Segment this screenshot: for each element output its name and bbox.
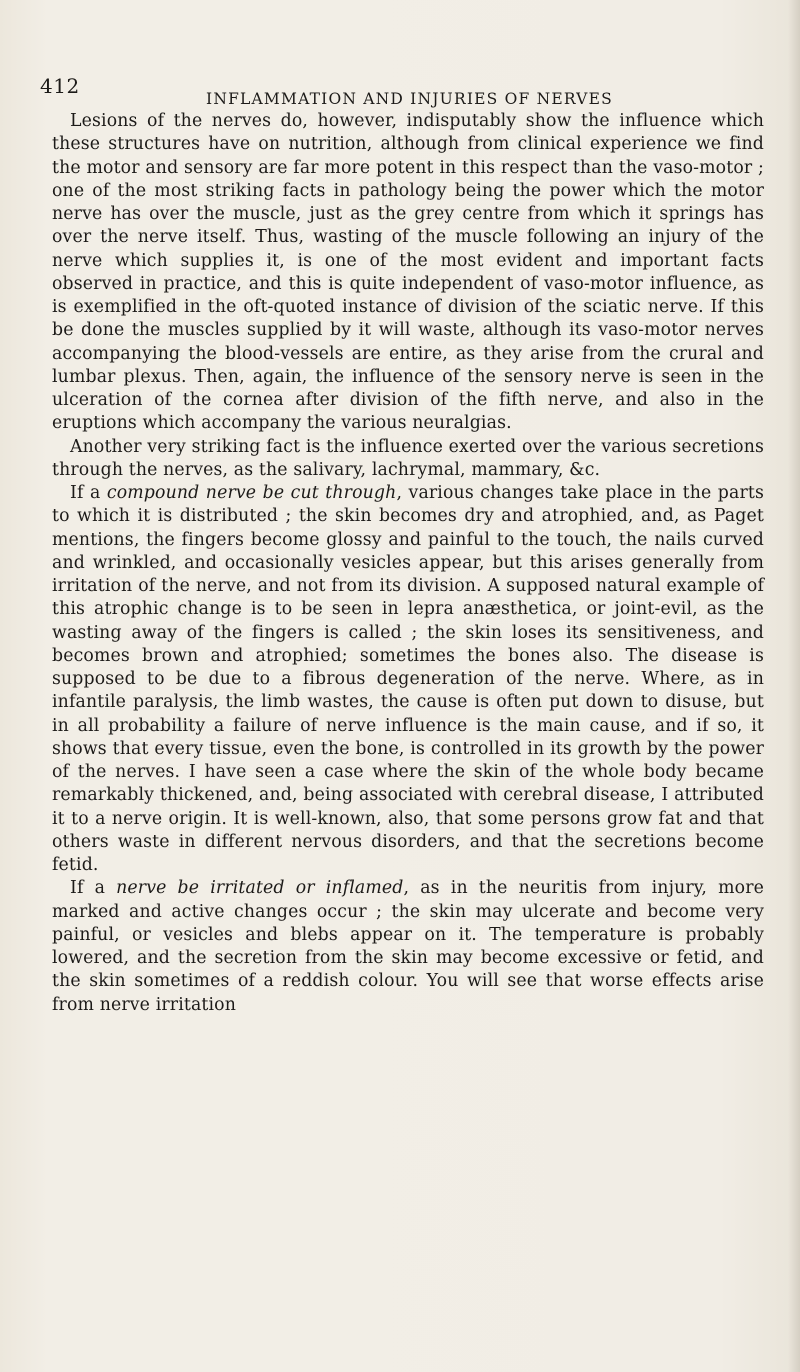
body-text [52, 110, 764, 1017]
page-number: 412 [40, 74, 80, 98]
italic-phrase: nerve be irritated or inflamed [116, 878, 404, 899]
paragraph-irritated-nerve [52, 877, 764, 1017]
paragraph-compound-nerve [52, 482, 764, 877]
page-header [40, 74, 780, 108]
paragraph-secretions [52, 436, 764, 483]
paragraph-text: Lesions of the nerves do, however, indisputably show the influence which these structures have on nutrition, although from clinical experience we find the motor and sensory are far more potent in this respect than the vaso-motor ; one of the most striking facts in pathology being the power which the motor nerve has over the muscle, just as the grey centre from which it springs has over the nerve itself. Thus, wasting of the muscle following an injury of the nerve which supplies it, is one of the most evident and important facts observed in practice, and this is quite independent of vaso-motor influence, as is exemplified in the oft-quoted instance of division of the sciatic nerve. If this be done the muscles supplied by it will waste, although its vaso-motor nerves accompanying the blood-vessels are entire, as they arise from the crural and lumbar plexus. Then, again, the influence of the sensory nerve is seen in the ulceration of the cornea after division of the fifth nerve, and also in the eruptions which accompany the various neuralgias. [52, 111, 764, 434]
paragraph-text: , as in the neuritis from injury, more marked and active changes occur ; the skin may ulcerate and become very painful, or vesicles and blebs appear on it. The temperature is probably lowered, and the secretion from the skin may become excessive or fetid, and the skin sometimes of a reddish colour. You will see that worse effects arise from nerve irritation [52, 878, 764, 1015]
italic-phrase: compound nerve be cut through [106, 483, 397, 503]
page-edge-shadow [788, 0, 800, 1372]
paragraph-text: , various changes take place in the parts to which it is distributed ; the skin becomes dry and atrophied, and, as Paget mentions, the fingers become glossy and painful to the touch, the nails curved and wrinkled, and occasionally vesicles appear, but this arises generally from irritation of the nerve, and not from its division. A supposed natural example of this atrophic change is to be seen in lepra anæsthetica, or joint-evil, as the wasting away of the fingers is called ; the skin loses its sensitiveness, and becomes brown and atrophied; sometimes the bones also. The disease is supposed to be due to a fibrous degeneration of the nerve. Where, as in infantile paralysis, the limb wastes, the cause is often put down to disuse, but in all probability a failure of nerve influence is the main cause, and if so, it shows that every tissue, even the bone, is controlled in its growth by the power of the nerves. I have seen a case where the skin of the whole body became remarkably thickened, and, being associated with cerebral disease, I attributed it to a nerve origin. It is well-known, also, that some persons grow fat and that others waste in different nervous disorders, and that the secretions become fetid. [52, 483, 765, 875]
paragraph-text: If a [70, 878, 117, 899]
paragraph-text: If a [70, 483, 107, 503]
paragraph-text: Another very striking fact is the influence exerted over the various secretions through the nerves, as the salivary, lachrymal, mammary, &c. [52, 436, 764, 480]
running-title: INFLAMMATION AND INJURIES OF NERVES [206, 90, 613, 108]
paragraph-lesions [52, 110, 764, 436]
